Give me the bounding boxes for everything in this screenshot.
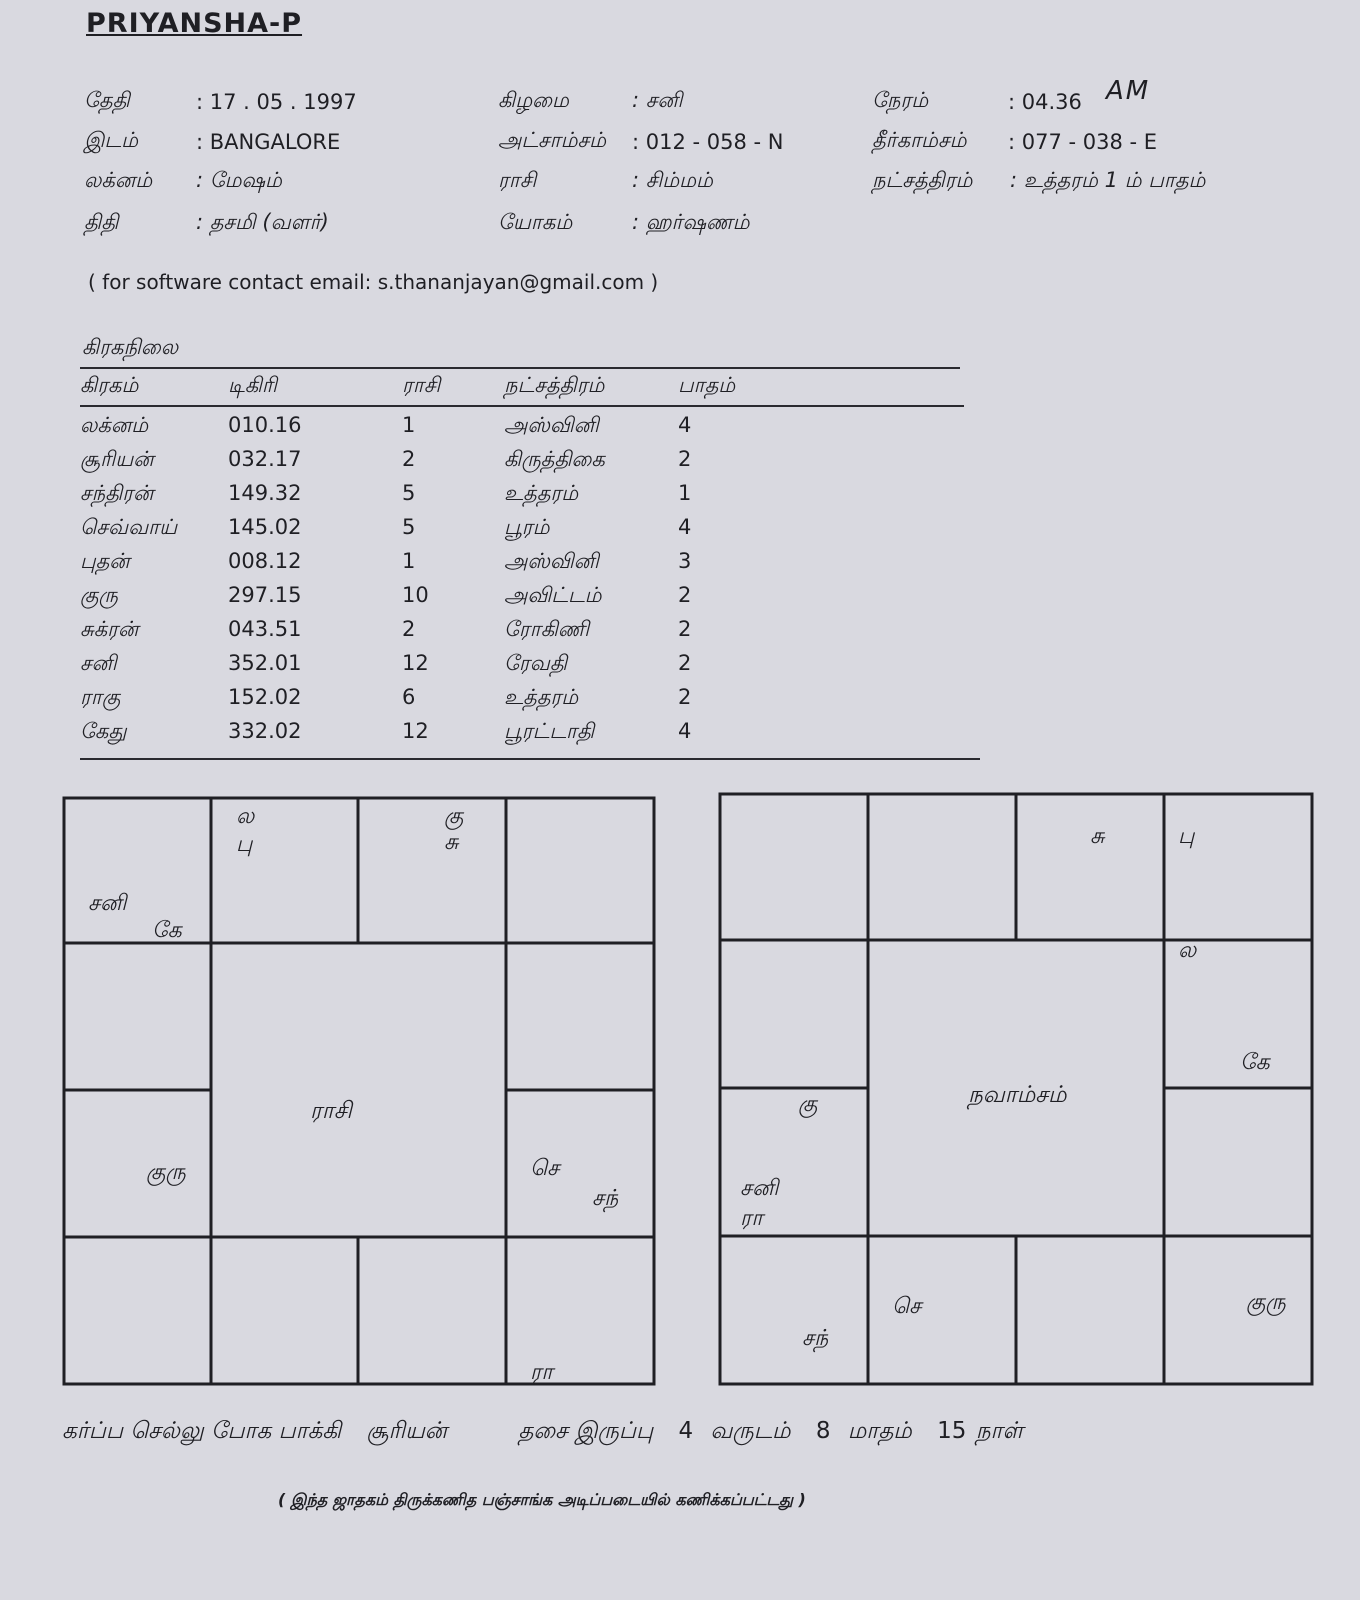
yogam-label: யோகம் (498, 210, 573, 234)
col-header-nakshatra: நட்சத்திரம் (504, 373, 605, 397)
cell-rasi: 10 (402, 583, 429, 607)
cell-padam: 4 (678, 719, 692, 743)
longitude-label: தீர்காம்சம் (872, 128, 967, 152)
date-label: தேதி (84, 88, 130, 112)
rasi-chart (62, 796, 658, 1388)
cell-planet: குரு (80, 583, 119, 607)
rasi-taurus-venus: சு (444, 830, 459, 855)
navamsa-center-label: நவாம்சம் (968, 1082, 1067, 1108)
cell-padam: 2 (678, 685, 692, 709)
dasa-months: 8 (815, 1418, 831, 1444)
rasi-center-label: ராசி (310, 1098, 352, 1124)
table-row (80, 481, 965, 515)
navamsa-cancer-ketu: கே (1240, 1050, 1270, 1075)
navamsa-gemini-mercury: பு (1178, 824, 1195, 849)
cell-degree: 032.17 (228, 447, 302, 471)
table-row (80, 583, 965, 617)
longitude-value: : 077 - 038 - E (1008, 130, 1158, 154)
time-label: நேரம் (872, 88, 929, 112)
col-header-degree: டிகிரி (228, 373, 278, 397)
lagna-label: லக்னம் (84, 168, 153, 192)
dasa-days-unit: நாள் (975, 1418, 1024, 1444)
cell-degree: 352.01 (228, 651, 302, 675)
cell-rasi: 2 (402, 447, 416, 471)
navamsa-sagittarius-moon: சந் (802, 1326, 829, 1351)
nakshatra-label: நட்சத்திரம் (872, 168, 973, 192)
calculation-note: ( இந்த ஜாதகம் திருக்கணித பஞ்சாங்க அடிப்படையில் கணிக்கப்பட்டது ) (278, 1490, 806, 1509)
cell-padam: 1 (678, 481, 692, 505)
rasi-chart-grid (62, 796, 658, 1388)
cell-planet: ராகு (80, 685, 121, 709)
table-row (80, 719, 965, 753)
cell-degree: 010.16 (228, 413, 302, 437)
cell-rasi: 5 (402, 481, 416, 505)
navamsa-taurus-venus: சு (1090, 824, 1105, 849)
software-contact: ( for software contact email: s.thananjayan@gmail.com ) (88, 270, 659, 294)
dasa-balance-line (62, 1418, 1041, 1447)
cell-planet: சுக்ரன் (80, 617, 139, 641)
cell-rasi: 12 (402, 651, 429, 675)
table-row (80, 413, 965, 447)
date-value: : 17 . 05 . 1997 (196, 90, 357, 114)
cell-nakshatra: பூரட்டாதி (504, 719, 595, 743)
cell-degree: 297.15 (228, 583, 302, 607)
cell-rasi: 12 (402, 719, 429, 743)
rasi-leo-mars: செ (530, 1156, 560, 1181)
rasi-pisces-saturn: சனி (88, 891, 127, 916)
cell-degree: 043.51 (228, 617, 302, 641)
dasa-days: 15 (937, 1418, 967, 1444)
cell-planet: புதன் (80, 549, 130, 573)
navamsa-virgo-guru: குரு (1246, 1290, 1286, 1315)
cell-padam: 3 (678, 549, 692, 573)
cell-padam: 2 (678, 583, 692, 607)
table-bottom-rule (80, 758, 980, 760)
table-row (80, 447, 965, 481)
rasi-leo-moon: சந் (592, 1186, 619, 1211)
cell-nakshatra: அஸ்வினி (504, 413, 599, 437)
weekday-label: கிழமை (498, 88, 569, 112)
nakshatra-value: : உத்தரம் 1 ம் பாதம் (1010, 168, 1206, 192)
navamsa-cancer-lagna: ல (1178, 938, 1197, 963)
navamsa-capricorn-rahu: ரா (740, 1206, 763, 1231)
cell-padam: 2 (678, 617, 692, 641)
dasa-balance-prefix: கர்ப்ப செல்லு போக பாக்கி (62, 1418, 342, 1444)
cell-nakshatra: உத்தரம் (504, 685, 579, 709)
col-header-rasi: ராசி (402, 373, 441, 397)
cell-nakshatra: பூரம் (504, 515, 550, 539)
navamsa-capricorn-saturn: சனி (740, 1176, 779, 1201)
table-top-rule (80, 367, 960, 369)
person-name: PRIYANSHA-P (86, 8, 303, 39)
cell-rasi: 6 (402, 685, 416, 709)
cell-nakshatra: கிருத்திகை (504, 447, 605, 471)
cell-rasi: 5 (402, 515, 416, 539)
cell-planet: சனி (80, 651, 117, 675)
table-row (80, 685, 965, 719)
cell-planet: சூரியன் (80, 447, 154, 471)
cell-rasi: 1 (402, 413, 416, 437)
rasi-aries-lagna: ல (236, 804, 255, 829)
col-header-planet: கிரகம் (80, 373, 139, 397)
cell-padam: 4 (678, 515, 692, 539)
rasi-taurus-jupiter: கு (444, 804, 464, 829)
cell-rasi: 2 (402, 617, 416, 641)
place-label: இடம் (84, 128, 139, 152)
table-row (80, 651, 965, 685)
dasa-years-unit: வருடம் (710, 1418, 791, 1444)
latitude-label: அட்சாம்சம் (498, 128, 607, 152)
cell-degree: 145.02 (228, 515, 302, 539)
time-ampm-handwritten: AM (1106, 76, 1151, 106)
dasa-label: தசை இருப்பு (518, 1418, 654, 1444)
cell-degree: 149.32 (228, 481, 302, 505)
dasa-years: 4 (678, 1418, 694, 1444)
cell-nakshatra: உத்தரம் (504, 481, 579, 505)
cell-nakshatra: ரோகிணி (504, 617, 590, 641)
weekday-value: : சனி (632, 88, 683, 112)
table-row (80, 617, 965, 651)
tithi-label: திதி (84, 210, 119, 234)
table-row (80, 549, 965, 583)
cell-padam: 4 (678, 413, 692, 437)
cell-nakshatra: அஸ்வினி (504, 549, 599, 573)
dasa-months-unit: மாதம் (847, 1418, 912, 1444)
navamsa-capricorn-jupiter: கு (798, 1092, 818, 1117)
cell-degree: 332.02 (228, 719, 302, 743)
table-header-rule (80, 405, 964, 407)
cell-padam: 2 (678, 447, 692, 471)
cell-degree: 152.02 (228, 685, 302, 709)
cell-padam: 2 (678, 651, 692, 675)
navamsa-chart (718, 792, 1316, 1388)
cell-nakshatra: அவிட்டம் (504, 583, 602, 607)
latitude-value: : 012 - 058 - N (632, 130, 784, 154)
time-value: : 04.36 (1008, 90, 1082, 114)
yogam-value: : ஹர்ஷணம் (632, 210, 750, 234)
cell-planet: லக்னம் (80, 413, 149, 437)
rasi-pisces-ketu: கே (152, 918, 182, 943)
place-value: : BANGALORE (196, 130, 341, 154)
cell-planet: கேது (80, 719, 127, 743)
col-header-padam: பாதம் (678, 373, 736, 397)
table-row (80, 515, 965, 549)
navamsa-scorpio-mars: செ (892, 1294, 922, 1319)
rasi-value: : சிம்மம் (632, 168, 713, 192)
cell-planet: சந்திரன் (80, 481, 154, 505)
cell-planet: செவ்வாய் (80, 515, 178, 539)
dasa-planet: சூரியன் (366, 1418, 448, 1444)
rasi-virgo-rahu: ரா (530, 1360, 553, 1385)
rasi-label: ராசி (498, 168, 537, 192)
rasi-aries-mercury: பு (236, 832, 253, 857)
cell-degree: 008.12 (228, 549, 302, 573)
cell-rasi: 1 (402, 549, 416, 573)
lagna-value: : மேஷம் (196, 168, 282, 192)
table-title: கிரகநிலை (82, 335, 179, 359)
tithi-value: : தசமி (வளர்) (196, 210, 329, 234)
cell-nakshatra: ரேவதி (504, 651, 568, 675)
rasi-capricorn-guru: குரு (146, 1160, 186, 1185)
